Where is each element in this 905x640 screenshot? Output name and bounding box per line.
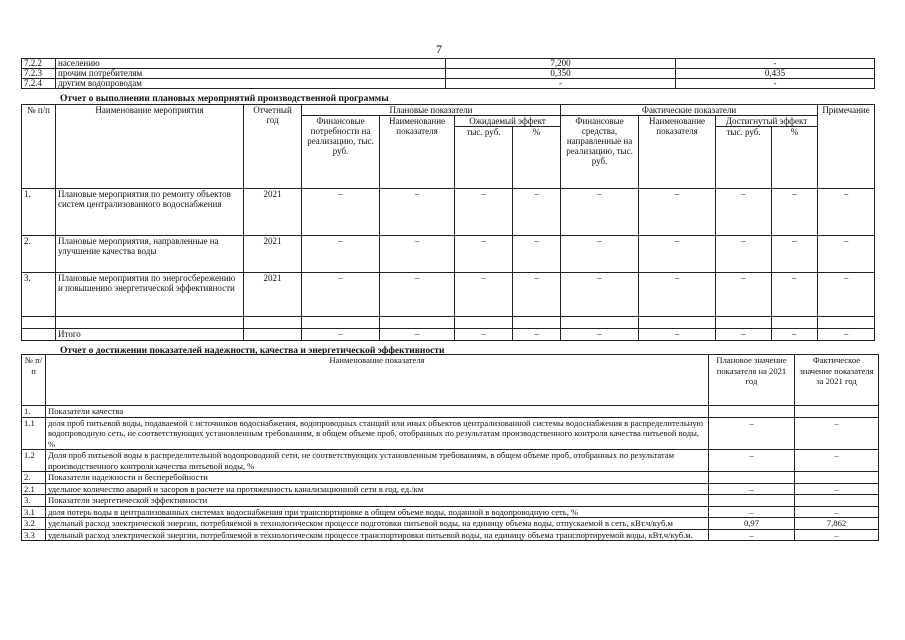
row-number: 1.1 (22, 417, 46, 450)
row-actual-value: – (795, 529, 879, 541)
dash-cell: – (513, 329, 561, 341)
row-name: населению (56, 59, 446, 69)
empty-cell (22, 317, 56, 329)
empty-cell (455, 317, 513, 329)
table-row (22, 273, 875, 317)
row-actual-value: 7,862 (795, 518, 879, 530)
header-num: № п/п (22, 105, 56, 189)
empty-cell (716, 317, 772, 329)
header-planned: Плановое значение показателя на 2021 год (709, 355, 795, 406)
page-number: 7 (436, 42, 442, 56)
table-row (22, 495, 879, 507)
dash-cell: – (513, 273, 561, 317)
row-year: 2021 (244, 236, 302, 273)
row-planned-value: - (446, 79, 676, 89)
dash-cell: – (818, 329, 875, 341)
reliability-table (21, 354, 879, 541)
empty-cell (561, 317, 639, 329)
row-planned-value: 0,350 (446, 69, 676, 79)
row-number: 1. (22, 189, 56, 236)
dash-cell: – (561, 189, 639, 236)
row-name: Плановые мероприятия, направленные на улучшение качества воды (56, 236, 244, 273)
empty-cell (380, 317, 455, 329)
row-name: удельный расход электрической энергии, потребляемой в технологическом процессе подготовки питьевой воды, на единицу объема воды, отпускаемой в сеть, кВт.ч/куб.м (46, 518, 709, 530)
row-number: 2. (22, 472, 46, 484)
table-row (22, 69, 875, 79)
row-name: другим водопроводам (56, 79, 446, 89)
header-note: Примечание (818, 105, 875, 189)
table-row (22, 236, 875, 273)
dash-cell: – (716, 273, 772, 317)
row-number: 1. (22, 406, 46, 418)
row-number: 7.2.4 (22, 79, 56, 89)
row-name: Показатели качества (46, 406, 709, 418)
header-name: Наименование мероприятия (56, 105, 244, 189)
spacer-row (22, 317, 875, 329)
row-number: 3. (22, 273, 56, 317)
dash-cell: – (380, 273, 455, 317)
reliability-report-title: Отчет о достижении показателей надежности, качества и энергетической эффективности (60, 346, 445, 356)
row-year: 2021 (244, 273, 302, 317)
empty-cell (513, 317, 561, 329)
total-row (22, 329, 875, 341)
row-name: доля проб питьевой воды, подаваемой с источников водоснабжения, водопроводных станций или иных объектов централизованной системы водоснабжения в распределительную водопроводную сеть, не соответствующих установленным требованиям, в общем объеме проб, отобранных по результатам производственного контроля качества питьевой воды, % (46, 417, 709, 450)
header-expected-effect: Ожидаемый эффект (455, 116, 561, 127)
table-row (22, 59, 875, 69)
row-number: 7.2.2 (22, 59, 56, 69)
row-actual-value: – (795, 417, 879, 450)
dash-cell: – (302, 189, 380, 236)
table-row (22, 450, 879, 472)
dash-cell: – (380, 329, 455, 341)
header-actual-group: Фактические показатели (561, 105, 818, 116)
header-thous-rub: тыс. руб. (455, 127, 513, 189)
dash-cell: – (561, 236, 639, 273)
row-planned-value: – (709, 529, 795, 541)
row-actual-value (795, 406, 879, 418)
empty-cell (244, 329, 302, 341)
program-report-title: Отчет о выполнении плановых мероприятий производственной программы (60, 94, 389, 104)
dash-cell: – (380, 236, 455, 273)
total-label: Итого (56, 329, 244, 341)
row-actual-value: – (795, 450, 879, 472)
table-row (22, 529, 879, 541)
row-planned-value (709, 472, 795, 484)
dash-cell: – (513, 236, 561, 273)
header-planned-group: Плановые показатели (302, 105, 561, 116)
dash-cell: – (772, 236, 818, 273)
row-planned-value: – (709, 450, 795, 472)
header-indicator-name-2: Наименование показателя (639, 116, 716, 189)
row-actual-value (795, 472, 879, 484)
dash-cell: – (380, 189, 455, 236)
row-planned-value: 7,200 (446, 59, 676, 69)
row-actual-value: 0,435 (676, 69, 875, 79)
program-table (21, 104, 875, 341)
row-planned-value: – (709, 506, 795, 518)
row-name: Показатели энергетической эффективности (46, 495, 709, 507)
row-number: 3. (22, 495, 46, 507)
row-number: 2.1 (22, 483, 46, 495)
table-row (22, 417, 879, 450)
table-row (22, 506, 879, 518)
row-name: удельный расход электрической энергии, потребляемой в технологическом процессе транспортировки питьевой воды, на единицу объема транспортируемой воды, кВт.ч/куб.м. (46, 529, 709, 541)
empty-cell (56, 317, 244, 329)
row-name: Плановые мероприятия по ремонту объектов систем централизованного водоснабжения (56, 189, 244, 236)
row-actual-value (795, 495, 879, 507)
row-actual-value: - (676, 79, 875, 89)
dash-cell: – (561, 273, 639, 317)
empty-cell (22, 329, 56, 341)
dash-cell: – (716, 329, 772, 341)
row-planned-value (709, 495, 795, 507)
dash-cell: – (772, 189, 818, 236)
row-number: 7.2.3 (22, 69, 56, 79)
dash-cell: – (639, 273, 716, 317)
dash-cell: – (716, 189, 772, 236)
dash-cell: – (818, 273, 875, 317)
dash-cell: – (818, 189, 875, 236)
empty-cell (244, 317, 302, 329)
water-supply-table (21, 58, 875, 89)
dash-cell: – (772, 273, 818, 317)
table-row (22, 79, 875, 89)
row-name: прочим потребителям (56, 69, 446, 79)
row-year: 2021 (244, 189, 302, 236)
header-percent: % (772, 127, 818, 189)
table-row (22, 189, 875, 236)
dash-cell: – (639, 189, 716, 236)
empty-cell (639, 317, 716, 329)
dash-cell: – (513, 189, 561, 236)
dash-cell: – (455, 189, 513, 236)
header-name: Наименование показателя (46, 355, 709, 406)
table-row (22, 518, 879, 530)
row-actual-value: – (795, 506, 879, 518)
dash-cell: – (302, 273, 380, 317)
empty-cell (818, 317, 875, 329)
dash-cell: – (818, 236, 875, 273)
dash-cell: – (639, 236, 716, 273)
empty-cell (302, 317, 380, 329)
row-number: 3.1 (22, 506, 46, 518)
header-achieved-effect: Достигнутый эффект (716, 116, 818, 127)
dash-cell: – (302, 236, 380, 273)
dash-cell: – (455, 236, 513, 273)
row-actual-value: – (795, 483, 879, 495)
dash-cell: – (455, 329, 513, 341)
header-actual: Фактическое значение показателя за 2021 год (795, 355, 879, 406)
row-name: удельное количество аварий и засоров в расчете на протяженность канализационной сети в год, ед./км (46, 483, 709, 495)
row-number: 3.3 (22, 529, 46, 541)
row-name: Плановые мероприятия по энергосбережению и повышению энергетической эффективности (56, 273, 244, 317)
row-name: Доля проб питьевой воды в распределительной водопроводной сети, не соответствующих установленным требованиям, в общем объеме проб, отобранных по результатам производственного контроля качества питьевой воды, % (46, 450, 709, 472)
row-planned-value: – (709, 483, 795, 495)
dash-cell: – (639, 329, 716, 341)
row-name: Показатели надежности и бесперебойности (46, 472, 709, 484)
empty-cell (772, 317, 818, 329)
row-actual-value: - (676, 59, 875, 69)
header-fin-funds: Финансовые средства, направленные на реализацию, тыс. руб. (561, 116, 639, 189)
table-row (22, 406, 879, 418)
dash-cell: – (455, 273, 513, 317)
row-number: 1.2 (22, 450, 46, 472)
row-number: 2. (22, 236, 56, 273)
row-planned-value: 0,97 (709, 518, 795, 530)
dash-cell: – (561, 329, 639, 341)
header-percent: % (513, 127, 561, 189)
header-num: № п/п (22, 355, 46, 406)
row-planned-value (709, 406, 795, 418)
dash-cell: – (302, 329, 380, 341)
table-row (22, 472, 879, 484)
header-indicator-name: Наименование показателя (380, 116, 455, 189)
header-thous-rub: тыс. руб. (716, 127, 772, 189)
header-year: Отчетный год (244, 105, 302, 189)
dash-cell: – (716, 236, 772, 273)
dash-cell: – (772, 329, 818, 341)
row-name: доля потерь воды в централизованных системах водоснабжения при транспортировке в общем объеме воды, поданной в водопроводную сеть, % (46, 506, 709, 518)
table-row (22, 483, 879, 495)
header-fin-need: Финансовые потребности на реализацию, тыс. руб. (302, 116, 380, 189)
row-planned-value: – (709, 417, 795, 450)
row-number: 3.2 (22, 518, 46, 530)
